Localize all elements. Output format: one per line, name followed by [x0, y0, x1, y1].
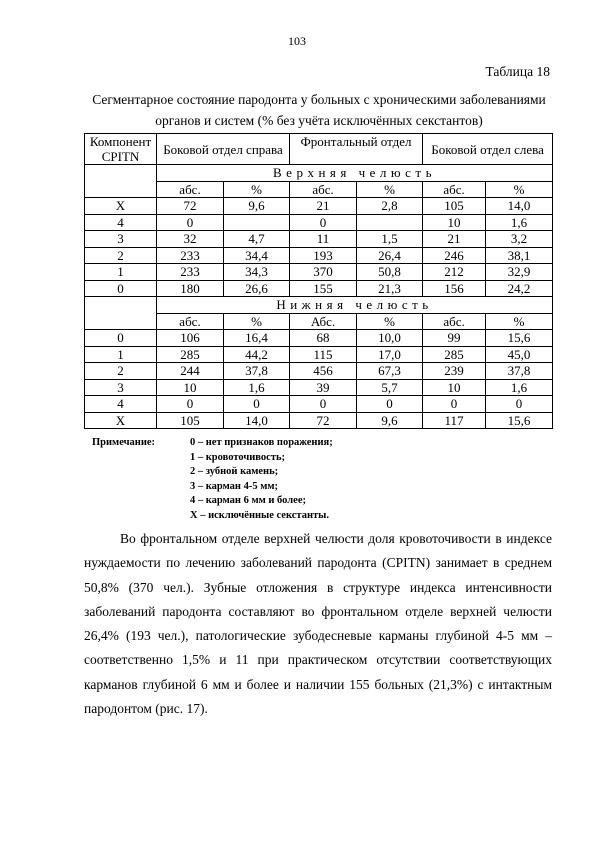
- value-cell: 1,5: [357, 231, 423, 248]
- value-cell: 72: [157, 198, 224, 215]
- header-lateral-left: Боковой отдел слева: [423, 134, 553, 165]
- value-cell: 105: [423, 198, 486, 215]
- table-row: [85, 396, 553, 413]
- upper-jaw-rows: [85, 198, 553, 297]
- value-cell: 34,3: [224, 264, 290, 281]
- value-cell: 239: [423, 363, 486, 380]
- value-cell: 16,4: [224, 330, 290, 347]
- value-cell: 50,8: [357, 264, 423, 281]
- value-cell: 3,2: [486, 231, 553, 248]
- value-cell: 9,6: [357, 412, 423, 429]
- value-cell: 21: [423, 231, 486, 248]
- value-cell: 99: [423, 330, 486, 347]
- table-header-row: [85, 134, 553, 165]
- value-cell: 2,8: [357, 198, 423, 215]
- row-code-cell: 3: [85, 379, 157, 396]
- value-cell: 285: [157, 346, 224, 363]
- value-cell: 72: [290, 412, 357, 429]
- value-cell: 0: [290, 214, 357, 231]
- value-cell: 21: [290, 198, 357, 215]
- value-cell: 68: [290, 330, 357, 347]
- lower-jaw-rows: [85, 330, 553, 429]
- blank-cell: [85, 165, 157, 182]
- subheader-cell: %: [486, 313, 553, 330]
- value-cell: 180: [157, 280, 224, 297]
- table-row: [85, 247, 553, 264]
- value-cell: 0: [290, 396, 357, 413]
- subheader-cell: Абс.: [290, 313, 357, 330]
- value-cell: 117: [423, 412, 486, 429]
- value-cell: 233: [157, 247, 224, 264]
- row-code-cell: X: [85, 198, 157, 215]
- value-cell: 0: [423, 396, 486, 413]
- blank-cell: [85, 313, 157, 330]
- notes-list: [190, 436, 490, 523]
- upper-jaw-title-row: [85, 165, 553, 182]
- upper-jaw-title: Верхняя челюсть: [157, 165, 553, 182]
- row-code-cell: 2: [85, 363, 157, 380]
- lower-jaw-title: Нижняя челюсть: [157, 297, 553, 314]
- value-cell: 26,4: [357, 247, 423, 264]
- upper-jaw-subheader-row: [85, 181, 553, 198]
- value-cell: 14,0: [486, 198, 553, 215]
- table-row: [85, 412, 553, 429]
- table-row: [85, 379, 553, 396]
- value-cell: 246: [423, 247, 486, 264]
- subheader-cell: абс.: [423, 181, 486, 198]
- note-item: 4 – карман 6 мм и более;: [190, 495, 306, 506]
- value-cell: 0: [486, 396, 553, 413]
- value-cell: 10,0: [357, 330, 423, 347]
- subheader-cell: %: [224, 313, 290, 330]
- value-cell: 10: [423, 214, 486, 231]
- subheader-cell: %: [486, 181, 553, 198]
- value-cell: 67,3: [357, 363, 423, 380]
- value-cell: 45,0: [486, 346, 553, 363]
- row-code-cell: 1: [85, 346, 157, 363]
- row-code-cell: 4: [85, 396, 157, 413]
- value-cell: 17,0: [357, 346, 423, 363]
- value-cell: 456: [290, 363, 357, 380]
- note-item: 1 – кровоточивость;: [190, 451, 286, 463]
- value-cell: 15,6: [486, 412, 553, 429]
- body-paragraph: Во фронтальном отделе верхней челюсти доля кровоточивости в индексе нуждаемости по лечению заболеваний пародонта (CPITN) занимает в среднем 50,8% (370 чел.). Зубные отложения в структуре индекса интенсивности заболеваний пародонта составляют во фронтальном отделе верхней челюсти 26,4% (193 чел.), патологические зубодесневые карманы глубиной 4-5 мм – соответственно 1,5% и 11 при практическом отсутствии соответствующих карманов глубиной 6 мм и более и наличии 155 больных (21,3%) с интактным пародонтом (рис. 17).: [84, 531, 552, 717]
- value-cell: 106: [157, 330, 224, 347]
- subheader-cell: абс.: [290, 181, 357, 198]
- table-caption: Сегментарное состояние пародонта у больных с хроническими заболеваниями органов и систем (% без учёта исключённых секстантов): [92, 92, 546, 128]
- value-cell: 26,6: [224, 280, 290, 297]
- value-cell: 370: [290, 264, 357, 281]
- subheader-cell: %: [224, 181, 290, 198]
- value-cell: 32,9: [486, 264, 553, 281]
- value-cell: 244: [157, 363, 224, 380]
- value-cell: 14,0: [224, 412, 290, 429]
- value-cell: 9,6: [224, 198, 290, 215]
- value-cell: 1,6: [224, 379, 290, 396]
- value-cell: 155: [290, 280, 357, 297]
- value-cell: 285: [423, 346, 486, 363]
- value-cell: 39: [290, 379, 357, 396]
- row-code-cell: 4: [85, 214, 157, 231]
- row-code-cell: 0: [85, 280, 157, 297]
- row-code-cell: 2: [85, 247, 157, 264]
- value-cell: 0: [157, 396, 224, 413]
- value-cell: 0: [224, 396, 290, 413]
- value-cell: [224, 214, 290, 231]
- value-cell: 233: [157, 264, 224, 281]
- table-label: Таблица 18: [485, 64, 550, 79]
- value-cell: 21,3: [357, 280, 423, 297]
- value-cell: 44,2: [224, 346, 290, 363]
- note-item: Х – исключённые секстанты.: [190, 509, 329, 521]
- subheader-cell: %: [357, 313, 423, 330]
- value-cell: 37,8: [486, 363, 553, 380]
- value-cell: 193: [290, 247, 357, 264]
- lower-jaw-subheader-row: [85, 313, 553, 330]
- value-cell: 0: [157, 214, 224, 231]
- value-cell: 0: [357, 396, 423, 413]
- table-row: [85, 264, 553, 281]
- note-item: 0 – нет признаков поражения;: [190, 437, 333, 448]
- value-cell: 24,2: [486, 280, 553, 297]
- value-cell: 11: [290, 231, 357, 248]
- value-cell: 34,4: [224, 247, 290, 264]
- note-item: 3 – карман 4-5 мм;: [190, 480, 278, 492]
- row-code-cell: X: [85, 412, 157, 429]
- row-code-cell: 1: [85, 264, 157, 281]
- note-item: 2 – зубной камень;: [190, 466, 279, 477]
- table-row: [85, 346, 553, 363]
- value-cell: 10: [157, 379, 224, 396]
- value-cell: 1,6: [486, 379, 553, 396]
- table-row: [85, 280, 553, 297]
- blank-cell: [85, 181, 157, 198]
- subheader-cell: абс.: [423, 313, 486, 330]
- value-cell: 15,6: [486, 330, 553, 347]
- table-row: [85, 363, 553, 380]
- table-row: [85, 231, 553, 248]
- row-code-cell: 3: [85, 231, 157, 248]
- value-cell: 37,8: [224, 363, 290, 380]
- header-lateral-right: Боковой отдел справа: [157, 134, 290, 165]
- row-code-cell: 0: [85, 330, 157, 347]
- lower-jaw-title-row: [85, 297, 553, 314]
- value-cell: 32: [157, 231, 224, 248]
- header-component: Компонент CPITN: [85, 134, 157, 165]
- notes-title: Примечание:: [92, 437, 156, 448]
- blank-cell: [85, 297, 157, 314]
- value-cell: 5,7: [357, 379, 423, 396]
- value-cell: [357, 214, 423, 231]
- value-cell: 38,1: [486, 247, 553, 264]
- header-frontal: Фронтальный отдел: [290, 134, 423, 165]
- value-cell: 105: [157, 412, 224, 429]
- subheader-cell: %: [357, 181, 423, 198]
- value-cell: 212: [423, 264, 486, 281]
- value-cell: 10: [423, 379, 486, 396]
- value-cell: 115: [290, 346, 357, 363]
- subheader-cell: абс.: [157, 181, 224, 198]
- cpitn-table: [84, 133, 553, 429]
- value-cell: 156: [423, 280, 486, 297]
- value-cell: 4,7: [224, 231, 290, 248]
- table-row: [85, 330, 553, 347]
- table-row: [85, 198, 553, 215]
- page-number: 103: [288, 34, 306, 48]
- table-row: [85, 214, 553, 231]
- subheader-cell: абс.: [157, 313, 224, 330]
- value-cell: 1,6: [486, 214, 553, 231]
